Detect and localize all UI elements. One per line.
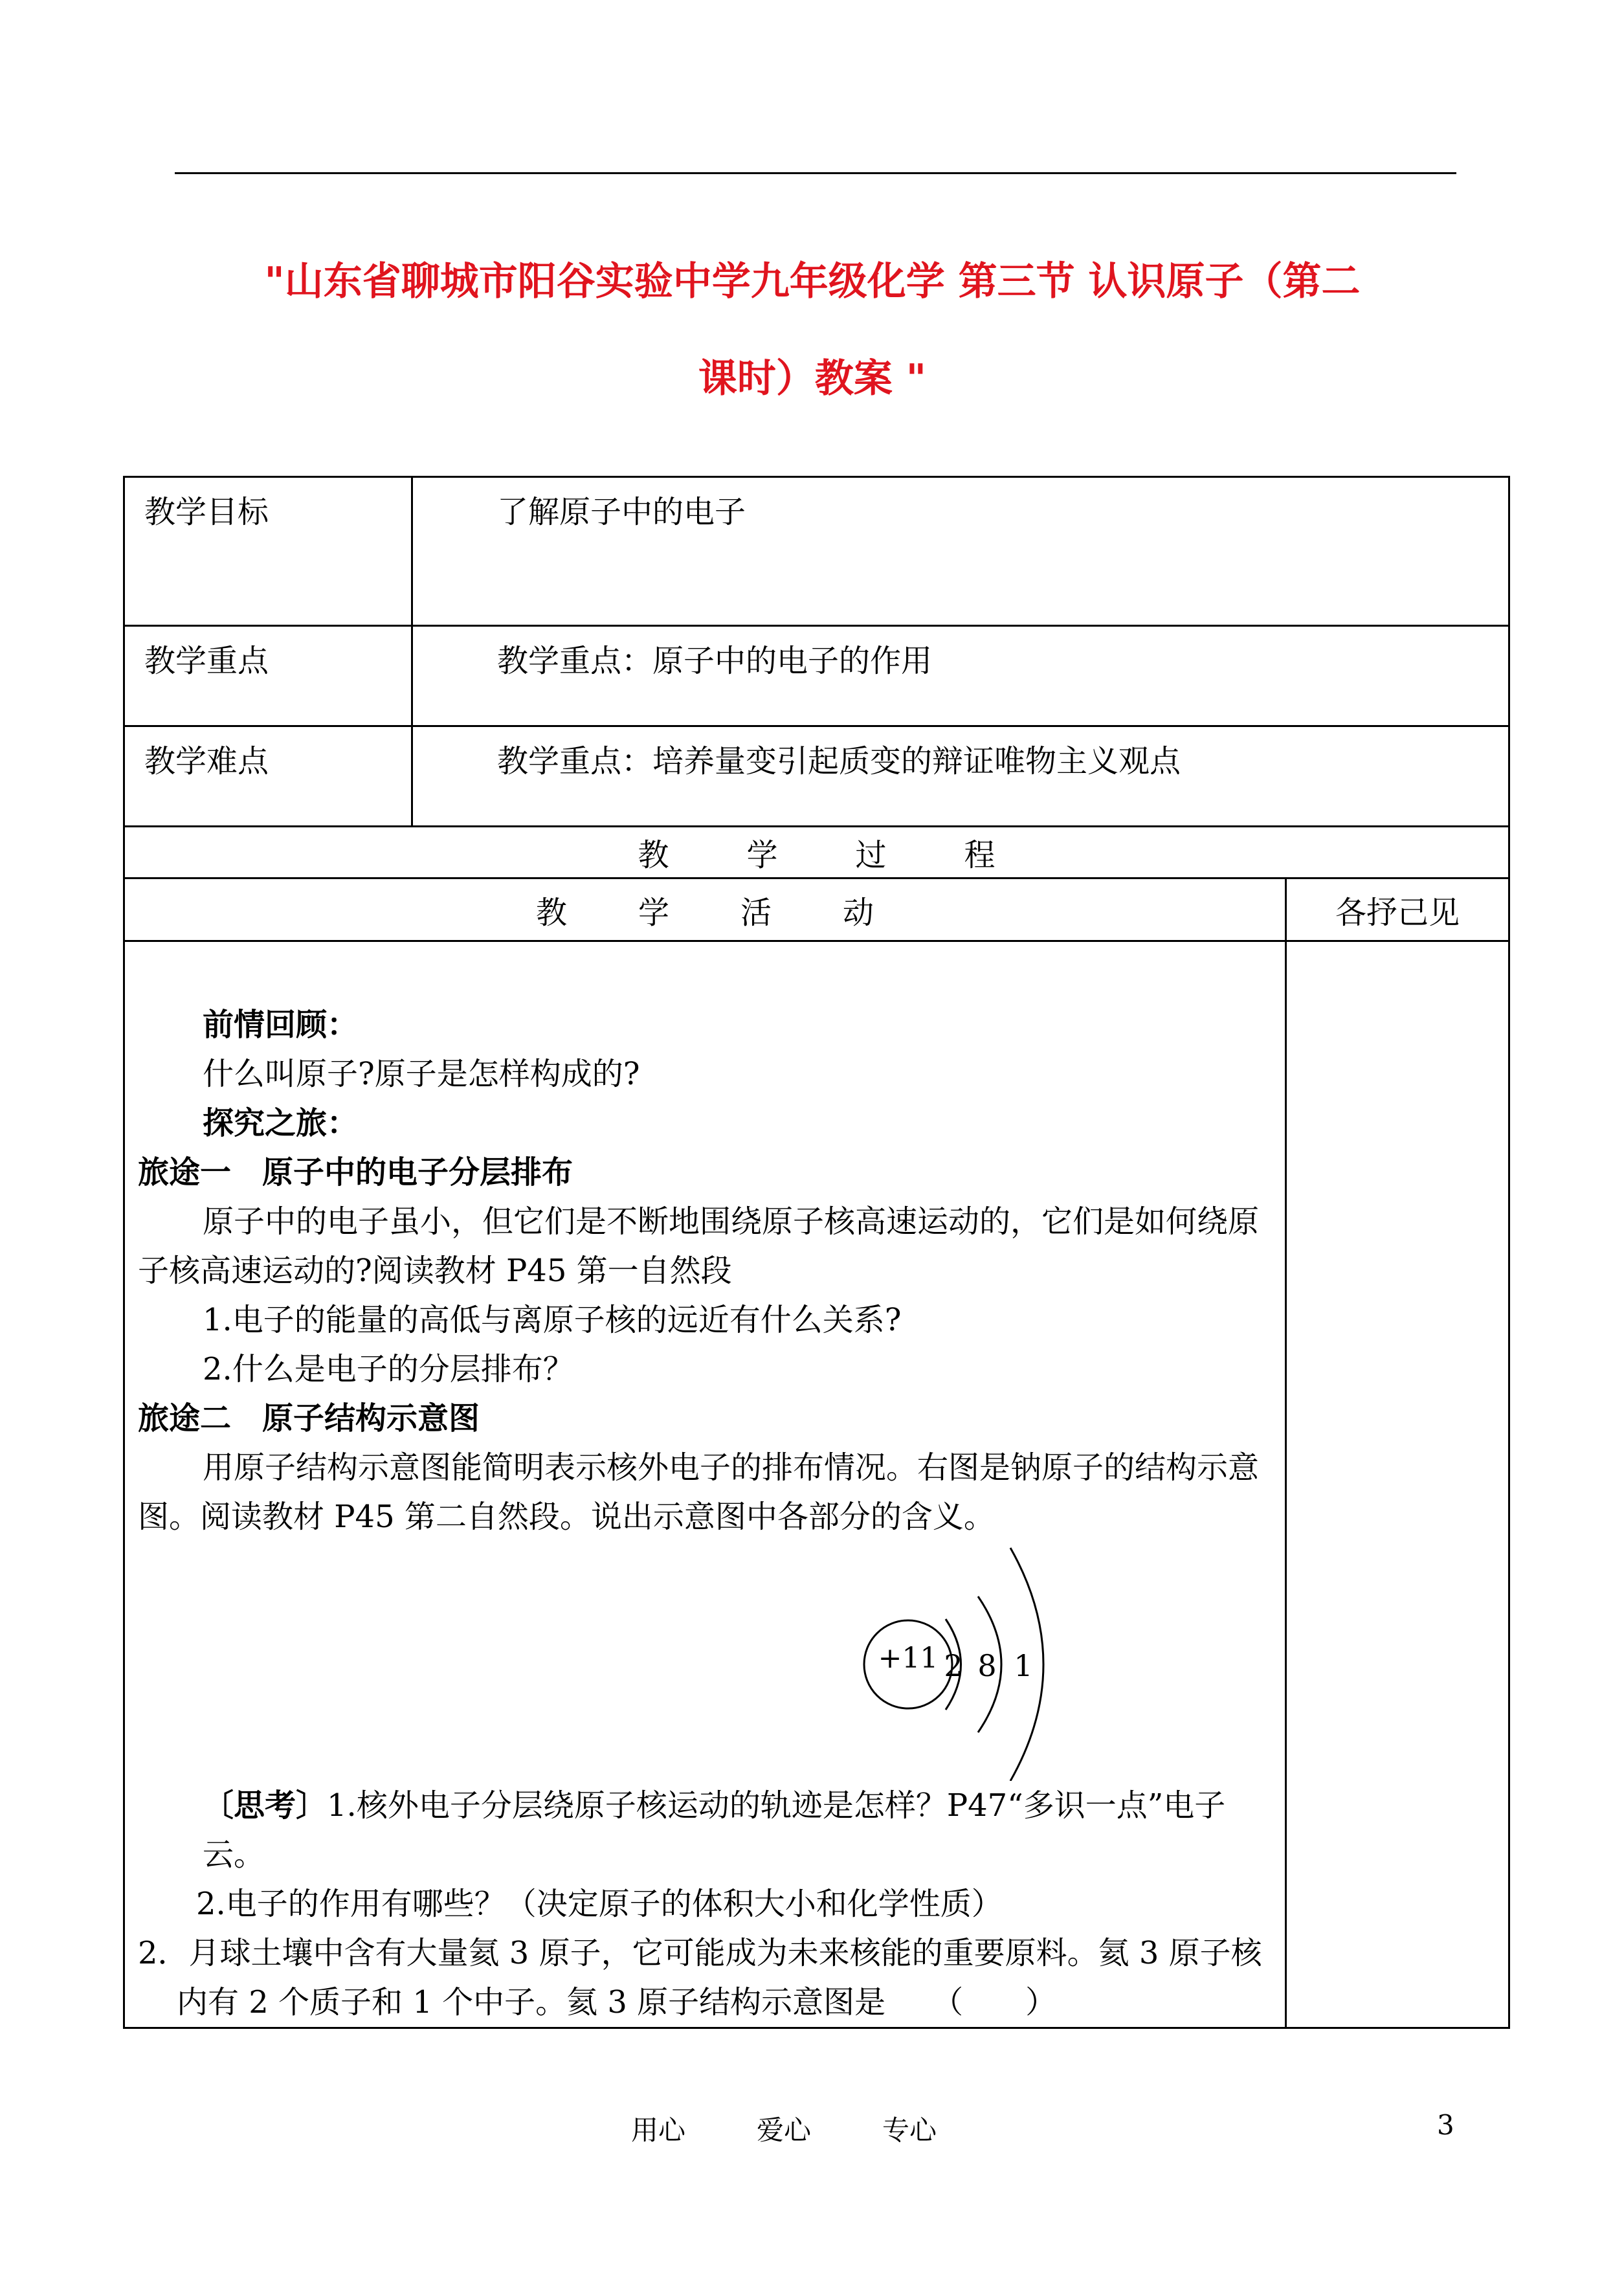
key-value: 教学重点：原子中的电子的作用 [412,626,1509,726]
footer-motto-3: 专心 [882,2114,937,2146]
journey2-text: 用原子结构示意图能简明表示核外电子的排布情况。右图是钠原子的结构示意图。阅读教材 P45 第二自然段。说出示意图中各部分的含义。 [138,1449,1260,1535]
notes-header: 各抒己见 [1286,878,1509,941]
key-row [124,626,1509,726]
key-label: 教学重点 [124,626,412,726]
explore-heading: 探究之旅： [203,1105,359,1141]
activity-content-cell [124,941,1286,2028]
header-rule [175,172,1456,174]
goal-label: 教学目标 [124,477,412,626]
review-question: 什么叫原子?原子是怎样构成的? [203,1056,640,1092]
title-line-1: "山东省聊城市阳谷实验中学九年级化学 第三节 认识原子（第二 [264,259,1361,304]
lesson-plan-table [123,476,1510,2029]
sodium-atom-diagram [138,1541,1285,1781]
goal-row [124,477,1509,626]
journey1-heading: 旅途一 原子中的电子分层排布 [138,1154,573,1191]
think-label: 〔思考〕 [203,1787,328,1824]
shell-electrons-1: 2 [944,1648,963,1683]
activity-content-row [124,941,1509,2028]
footer-motto-1: 用心 [631,2114,686,2146]
process-header: 教 学 过 程 [124,827,1509,878]
difficult-label: 教学难点 [124,726,412,827]
exercise-2: 2．月球土壤中含有大量氦 3 原子，它可能成为未来核能的重要原料。氦 3 原子核内有 2 个质子和 1 个中子。氦 3 原子结构示意图是 （ ） [138,1935,1262,2020]
difficult-value: 教学重点：培养量变引起质变的辩证唯物主义观点 [412,726,1509,827]
journey1-text: 原子中的电子虽小，但它们是不断地围绕原子核高速运动的，它们是如何绕原子核高速运动的?阅读教材 P45 第一自然段 [138,1203,1260,1289]
shell-electrons-3: 1 [1014,1648,1033,1683]
activity-header: 教 学 活 动 [124,878,1286,941]
page-number: 3 [1437,2109,1454,2141]
think-question-1: 〔思考〕1.核外电子分层绕原子核运动的轨迹是怎样？P47“多识一点”电子云。 [203,1787,1226,1873]
journey1-question-1: 1.电子的能量的高低与离原子核的远近有什么关系? [203,1302,902,1338]
title-line-2: 课时）教案 " [698,356,927,401]
goal-value: 了解原子中的电子 [412,477,1509,626]
footer-motto-2: 爱心 [757,2114,812,2146]
difficult-row [124,726,1509,827]
document-title [123,233,1502,427]
process-header-row [124,827,1509,878]
journey2-heading: 旅途二 原子结构示意图 [138,1400,480,1437]
notes-cell [1286,941,1509,2028]
footer-motto [631,2109,1008,2148]
nucleus-charge: +11 [878,1642,939,1675]
shell-electrons-2: 8 [977,1648,997,1683]
activity-header-row [124,878,1509,941]
review-heading: 前情回顾： [203,1007,359,1043]
think-question-2: 2.电子的作用有哪些？（决定原子的体积大小和化学性质） [196,1886,1003,1922]
journey1-question-2: 2.什么是电子的分层排布？ [203,1351,574,1387]
